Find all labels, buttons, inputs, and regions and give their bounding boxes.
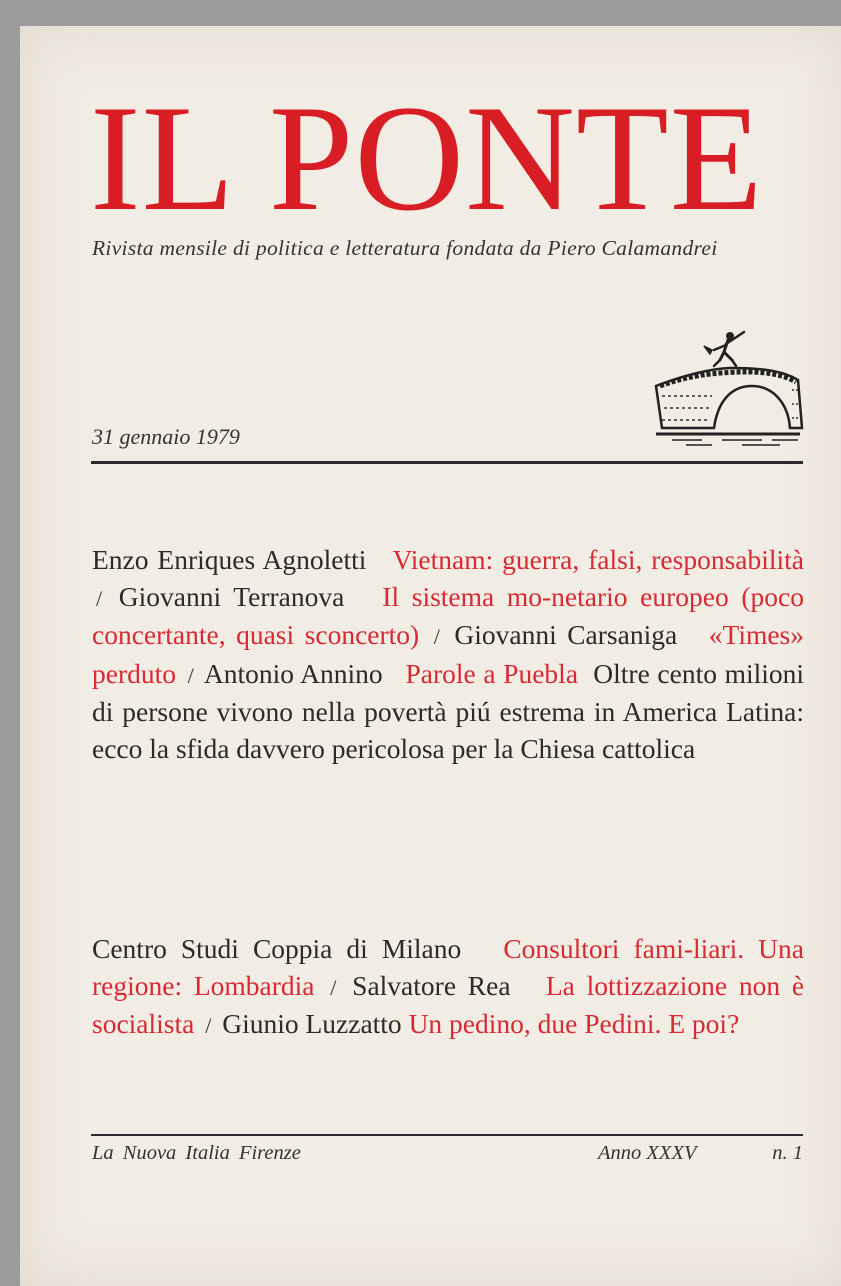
article-title: Il sistema mo-netario europeo (poco concertante, quasi sconcerto) xyxy=(92,580,805,651)
article-author: Antonio Annino xyxy=(203,657,383,689)
article-title: «Times» perduto xyxy=(92,619,805,689)
article-author: Giovanni Carsaniga xyxy=(454,619,678,651)
article-title: La lottizzazione non è socialista xyxy=(92,969,805,1040)
article-title: Parole a Puebla xyxy=(405,657,579,689)
divider xyxy=(91,461,803,464)
article-title: Vietnam: guerra, falsi, responsabilità xyxy=(392,544,804,575)
issue-number: n. 1 xyxy=(772,1142,803,1164)
publisher-city: Firenze xyxy=(238,1142,301,1164)
issue-line xyxy=(598,1142,803,1165)
separator: / xyxy=(187,662,194,688)
bridge-figure-icon xyxy=(652,324,804,446)
divider xyxy=(91,1134,803,1136)
article-title: Consultori fami-liari. Una regione: Lombardia xyxy=(92,933,804,1001)
contents-block xyxy=(92,542,804,768)
article-title: Un pedino, due Pedini. E poi? xyxy=(408,1008,740,1040)
issue-year: Anno XXXV xyxy=(598,1142,697,1164)
publisher-name: La Nuova Italia xyxy=(92,1142,230,1164)
masthead-title: IL PONTE xyxy=(90,74,764,242)
separator: / xyxy=(330,974,337,1000)
article-author: Giunio Luzzatto xyxy=(222,1008,402,1040)
separator: / xyxy=(96,585,103,611)
article-author: Giovanni Terranova xyxy=(118,580,345,612)
article-author: Centro Studi Coppia di Milano xyxy=(92,933,462,964)
article-author: Enzo Enriques Agnoletti xyxy=(92,544,367,575)
separator: / xyxy=(205,1013,212,1039)
issue-date: 31 gennaio 1979 xyxy=(92,424,240,449)
contents-block xyxy=(92,931,804,1045)
article-note: Oltre cento milioni di persone vivono nella povertà piú estrema in America Latina: ecco la sfida davvero pericolosa per la Chiesa cattolica xyxy=(92,657,805,764)
separator: / xyxy=(433,624,440,650)
article-author: Salvatore Rea xyxy=(352,969,511,1001)
publisher-line xyxy=(92,1142,301,1165)
masthead-subtitle: Rivista mensile di politica e letteratura fondata da Piero Calamandrei xyxy=(92,236,718,260)
